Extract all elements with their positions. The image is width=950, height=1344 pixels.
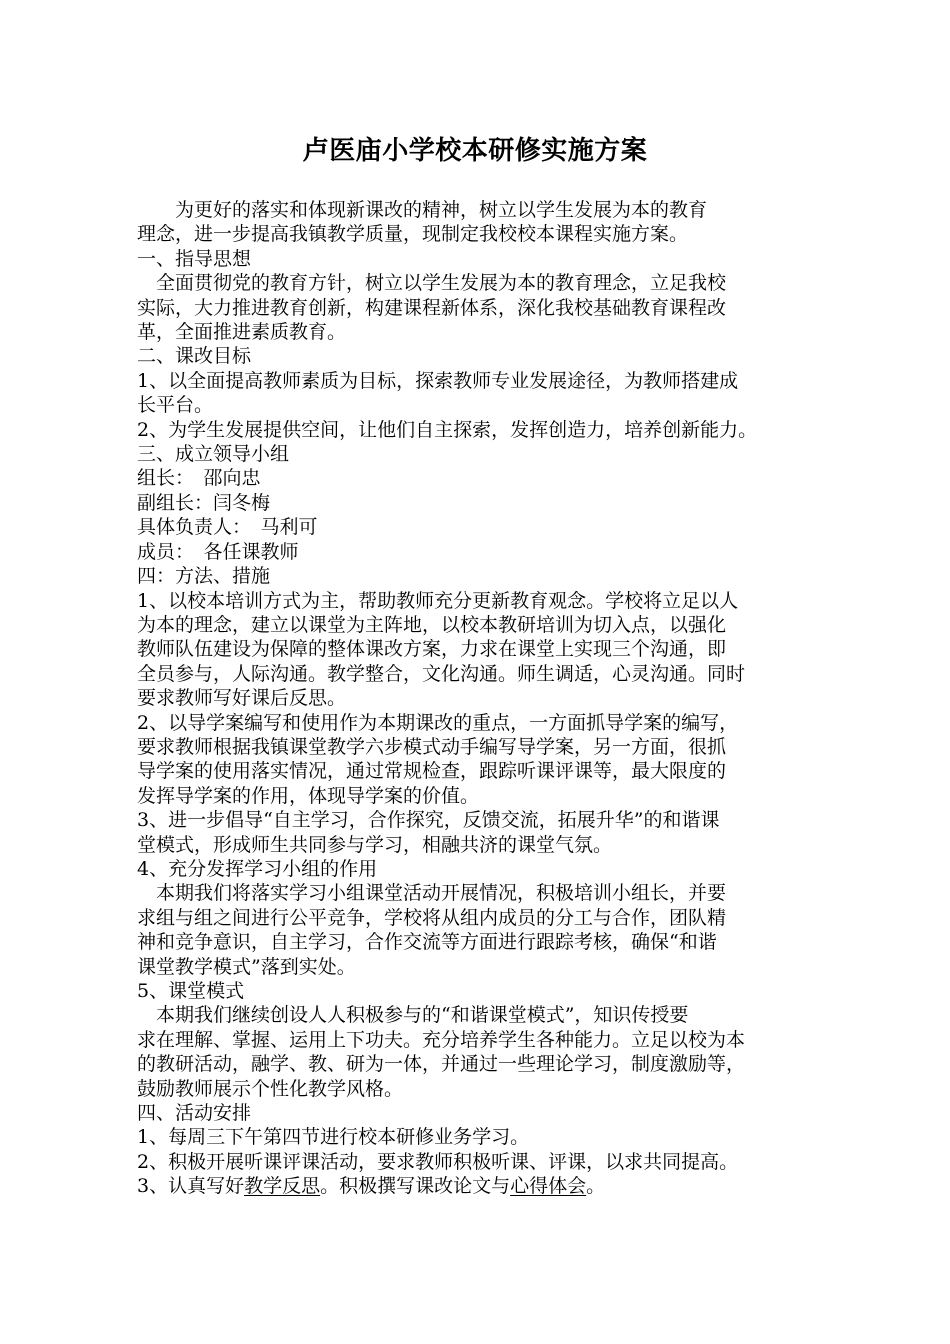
section-heading: 三、成立领导小组	[137, 443, 290, 466]
body-line: 本期我们将落实学习小组课堂活动开展情况，积极培训小组长，并要	[137, 882, 727, 905]
body-line: 5、课堂模式	[137, 980, 245, 1002]
body-line: 的教研活动，融学、教、研为一体，并通过一些理论学习，制度激励等，	[137, 1053, 746, 1076]
body-line: 要求教师根据我镇课堂教学六步模式动手编写导学案，另一方面，很抓	[137, 735, 727, 758]
body-line: 具体负责人： 马利可	[137, 516, 318, 539]
body-line: 全员参与，人际沟通。教学整合，文化沟通。师生调适，心灵沟通。同时	[137, 662, 746, 685]
body-line: 理念，进一步提高我镇教学质量，现制定我校校本课程实施方案。	[137, 223, 689, 246]
body-line-last	[137, 1174, 827, 1198]
body-line: 神和竞争意识，自主学习，合作交流等方面进行跟踪考核，确保“和谐	[137, 931, 717, 954]
body-line: 求组与组之间进行公平竞争，学校将从组内成员的分工与合作，团队精	[137, 906, 727, 929]
body-line: 1、以全面提高教师素质为目标，探索教师专业发展途径，为教师搭建成	[137, 369, 739, 392]
body-line: 1、每周三下午第四节进行校本研修业务学习。	[137, 1126, 530, 1149]
body-line: 课堂教学模式”落到实处。	[137, 955, 356, 978]
body-line: 2、以导学案编写和使用作为本期课改的重点，一方面抓导学案的编写，	[137, 711, 739, 734]
section-heading: 四、活动安排	[137, 1102, 252, 1125]
body-line: 导学案的使用落实情况，通过常规检查，跟踪听课评课等，最大限度的	[137, 760, 727, 783]
body-line: 成员： 各任课教师	[137, 540, 299, 563]
text-segment: 。	[586, 1175, 606, 1198]
body-line: 4、充分发挥学习小组的作用	[137, 857, 378, 880]
link-teaching-reflection[interactable]: 教学反思	[244, 1175, 321, 1198]
body-line: 长平台。	[137, 394, 214, 417]
section-heading: 四：方法、措施	[137, 565, 271, 588]
body-line: 发挥导学案的作用，体现导学案的价值。	[137, 784, 480, 807]
body-line: 求在理解、掌握、运用上下功夫。充分培养学生各种能力。立足以校为本	[137, 1028, 746, 1051]
text-segment: 3、认真写好	[137, 1175, 245, 1198]
body-line: 2、积极开展听课评课活动，要求教师积极听课、评课，以求共同提高。	[137, 1150, 739, 1173]
document-body	[137, 198, 827, 1199]
section-heading: 二、课改目标	[137, 345, 252, 368]
body-line: 副组长：闫冬梅	[137, 491, 271, 514]
link-experience-notes[interactable]: 心得体会	[510, 1175, 587, 1198]
body-line: 2、为学生发展提供空间，让他们自主探索，发挥创造力，培养创新能力。	[137, 418, 758, 441]
body-line: 实际，大力推进教育创新，构建课程新体系，深化我校基础教育课程改	[137, 296, 727, 319]
body-line: 为本的理念，建立以课堂为主阵地，以校本教研培训为切入点，以强化	[137, 613, 727, 636]
text-segment: 。积极撰写课改论文与	[320, 1175, 511, 1198]
body-line: 为更好的落实和体现新课改的精神，树立以学生发展为本的教育	[137, 199, 708, 221]
body-line: 全面贯彻党的教育方针，树立以学生发展为本的教育理念，立足我校	[137, 272, 727, 295]
section-heading: 一、指导思想	[137, 247, 252, 270]
body-line: 要求教师写好课后反思。	[137, 687, 347, 710]
body-line: 组长： 邵向忠	[137, 467, 261, 490]
body-line: 3、进一步倡导“自主学习，合作探究，反馈交流，拓展升华”的和谐课	[137, 809, 720, 832]
body-line: 本期我们继续创设人人积极参与的“和谐课堂模式”，知识传授要	[137, 1004, 689, 1027]
body-line: 教师队伍建设为保障的整体课改方案，力求在课堂上实现三个沟通，即	[137, 638, 727, 661]
document-title: 卢医庙小学校本研修实施方案	[302, 136, 648, 166]
body-line: 革，全面推进素质教育。	[137, 321, 347, 344]
body-line: 1、以校本培训方式为主，帮助教师充分更新教育观念。学校将立足以人	[137, 589, 739, 612]
body-line: 堂模式，形成师生共同参与学习，相融共济的课堂气氛。	[137, 833, 613, 856]
body-line: 鼓励教师展示个性化教学风格。	[137, 1077, 404, 1100]
